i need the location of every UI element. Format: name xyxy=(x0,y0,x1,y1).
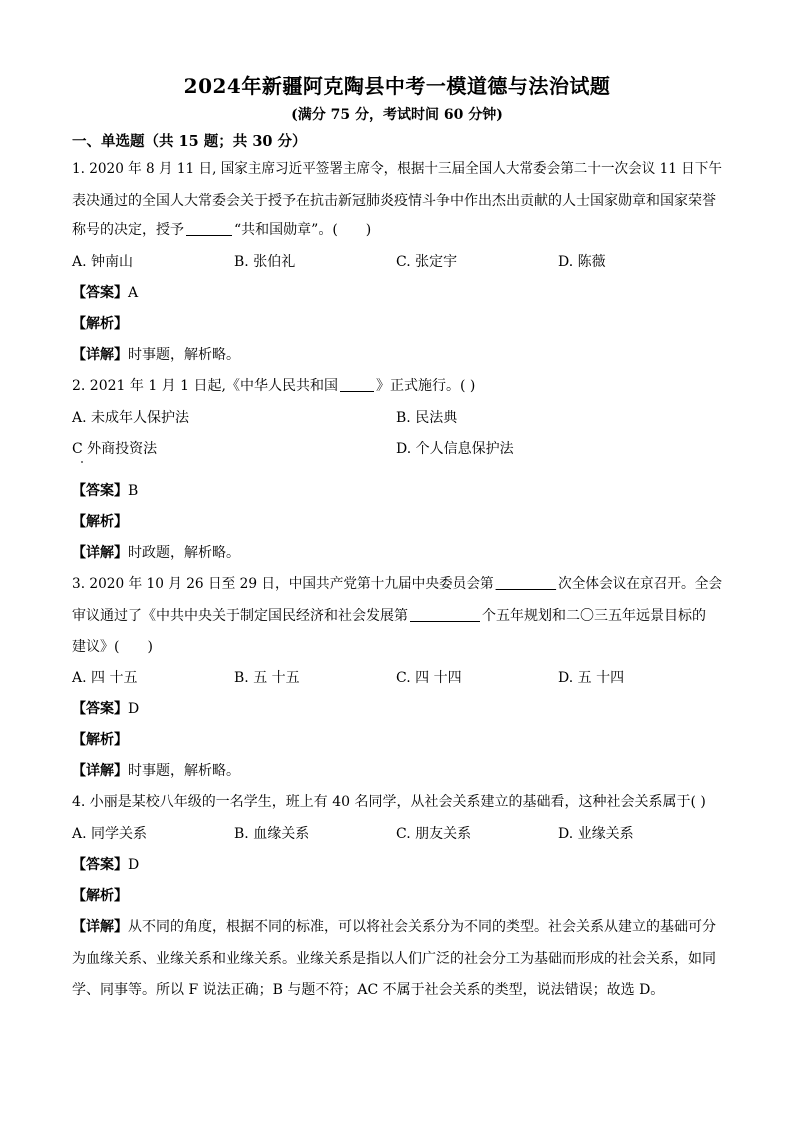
question-2-stem-part-2: 》正式施行。( ) xyxy=(375,378,476,394)
answer-blank xyxy=(340,390,374,392)
question-1-stem-part-1: 称号的决定，授予 xyxy=(72,222,184,238)
question-1-stem-part-2: “共和国勋章”。( ) xyxy=(234,222,372,238)
question-2-stem-part-1: 2. 2021 年 1 月 1 日起,《中华人民共和国 xyxy=(72,378,338,394)
question-4-option-b: B. 血缘关系 xyxy=(234,826,310,842)
answer-blank xyxy=(186,234,232,236)
question-3-option-c: C. 四 十四 xyxy=(396,670,462,686)
question-3-option-a: A. 四 十五 xyxy=(72,670,138,686)
answer-value: B xyxy=(128,483,139,499)
detail-text: 时事题，解析略。 xyxy=(128,763,240,779)
question-3-stem-part-4: 个五年规划和二〇三五年远景目标的 xyxy=(482,608,706,624)
question-1-option-b: B. 张伯礼 xyxy=(234,254,296,270)
question-3-text-line-2 xyxy=(72,606,722,626)
question-2-option-b: B. 民法典 xyxy=(396,410,458,426)
analysis-label: 【解析】 xyxy=(72,732,128,748)
question-1-option-c: C. 张定宇 xyxy=(396,254,458,270)
question-2-option-d: D. 个人信息保护法 xyxy=(396,441,514,457)
question-1-analysis xyxy=(72,314,722,334)
section-heading: 一、单选题（共 15 题；共 30 分） xyxy=(72,133,307,150)
question-1-answer xyxy=(72,283,722,303)
answer-value: D xyxy=(128,701,140,717)
question-4-option-c: C. 朋友关系 xyxy=(396,826,472,842)
question-2-text-line-1 xyxy=(72,376,722,396)
answer-blank xyxy=(496,588,557,590)
detail-text: 时事题，解析略。 xyxy=(128,347,240,363)
question-3-stem-part-2: 次全体会议在京召开。全会 xyxy=(558,576,723,592)
question-3-analysis xyxy=(72,730,722,750)
question-3-option-b: B. 五 十五 xyxy=(234,670,300,686)
question-4-analysis xyxy=(72,886,722,906)
answer-label: 【答案】 xyxy=(72,857,128,873)
question-4-option-d: D. 业缘关系 xyxy=(558,826,634,842)
question-1-option-d: D. 陈薇 xyxy=(558,254,606,270)
analysis-label: 【解析】 xyxy=(72,888,128,904)
exam-title: 2024年新疆阿克陶县中考一模道德与法治试题 xyxy=(183,74,611,98)
question-2-option-a: A. 未成年人保护法 xyxy=(72,410,190,426)
answer-value: A xyxy=(128,285,139,301)
question-4-text-line-1: 4. 小丽是某校八年级的一名学生，班上有 40 名同学，从社会关系建立的基础看，这种社会关系属于( ) xyxy=(72,794,706,810)
answer-blank xyxy=(410,620,480,622)
stray-dot xyxy=(81,461,83,463)
question-1-text-line-2: 表决通过的全国人大常委会关于授予在抗击新冠肺炎疫情斗争中作出杰出贡献的人士国家勋章和国家荣誉 xyxy=(72,193,716,209)
question-3-stem-part-3: 审议通过了《中共中央关于制定国民经济和社会发展第 xyxy=(72,608,408,624)
question-1-detail xyxy=(72,345,722,365)
question-1-option-a: A. 钟南山 xyxy=(72,254,134,270)
question-1-text-line-1: 1. 2020 年 8 月 11 日, 国家主席习近平签署主席令，根据十三届全国人大常委会第二十一次会议 11 日下午 xyxy=(72,161,722,177)
answer-value: D xyxy=(128,857,140,873)
question-2-option-c: C 外商投资法 xyxy=(72,441,158,457)
answer-label: 【答案】 xyxy=(72,285,128,301)
question-3-detail xyxy=(72,761,722,781)
detail-text: 从不同的角度，根据不同的标准，可以将社会关系分为不同的类型。社会关系从建立的基础可分 xyxy=(128,919,716,935)
question-3-option-d: D. 五 十四 xyxy=(558,670,625,686)
answer-label: 【答案】 xyxy=(72,483,128,499)
question-4-detail-line-2: 为血缘关系、业缘关系和业缘关系。业缘关系是指以人们广泛的社会分工为基础而形成的社会关系，如同 xyxy=(72,951,716,967)
question-3-text-line-3: 建议》( ) xyxy=(72,639,153,655)
question-1-text-line-3 xyxy=(72,220,722,240)
detail-text: 时政题，解析略。 xyxy=(128,545,240,561)
detail-label: 【详解】 xyxy=(72,763,128,779)
question-3-text-line-1 xyxy=(72,574,723,594)
question-4-answer xyxy=(72,855,722,875)
question-2-answer xyxy=(72,481,722,501)
question-2-analysis xyxy=(72,512,722,532)
question-4-detail-line-3: 学、同事等。所以 F 说法正确；B 与题不符；AC 不属于社会关系的类型，说法错误；故选 D。 xyxy=(72,982,665,998)
detail-label: 【详解】 xyxy=(72,919,128,935)
detail-label: 【详解】 xyxy=(72,347,128,363)
question-4-detail-line-1 xyxy=(72,917,722,937)
question-2-detail xyxy=(72,543,722,563)
question-4-option-a: A. 同学关系 xyxy=(72,826,148,842)
analysis-label: 【解析】 xyxy=(72,514,128,530)
analysis-label: 【解析】 xyxy=(72,316,128,332)
detail-label: 【详解】 xyxy=(72,545,128,561)
question-3-stem-part-1: 3. 2020 年 10 月 26 日至 29 日，中国共产党第十九届中央委员会第 xyxy=(72,576,494,592)
question-3-answer xyxy=(72,699,722,719)
exam-subtitle: (满分 75 分，考试时间 60 分钟) xyxy=(291,107,503,123)
answer-label: 【答案】 xyxy=(72,701,128,717)
